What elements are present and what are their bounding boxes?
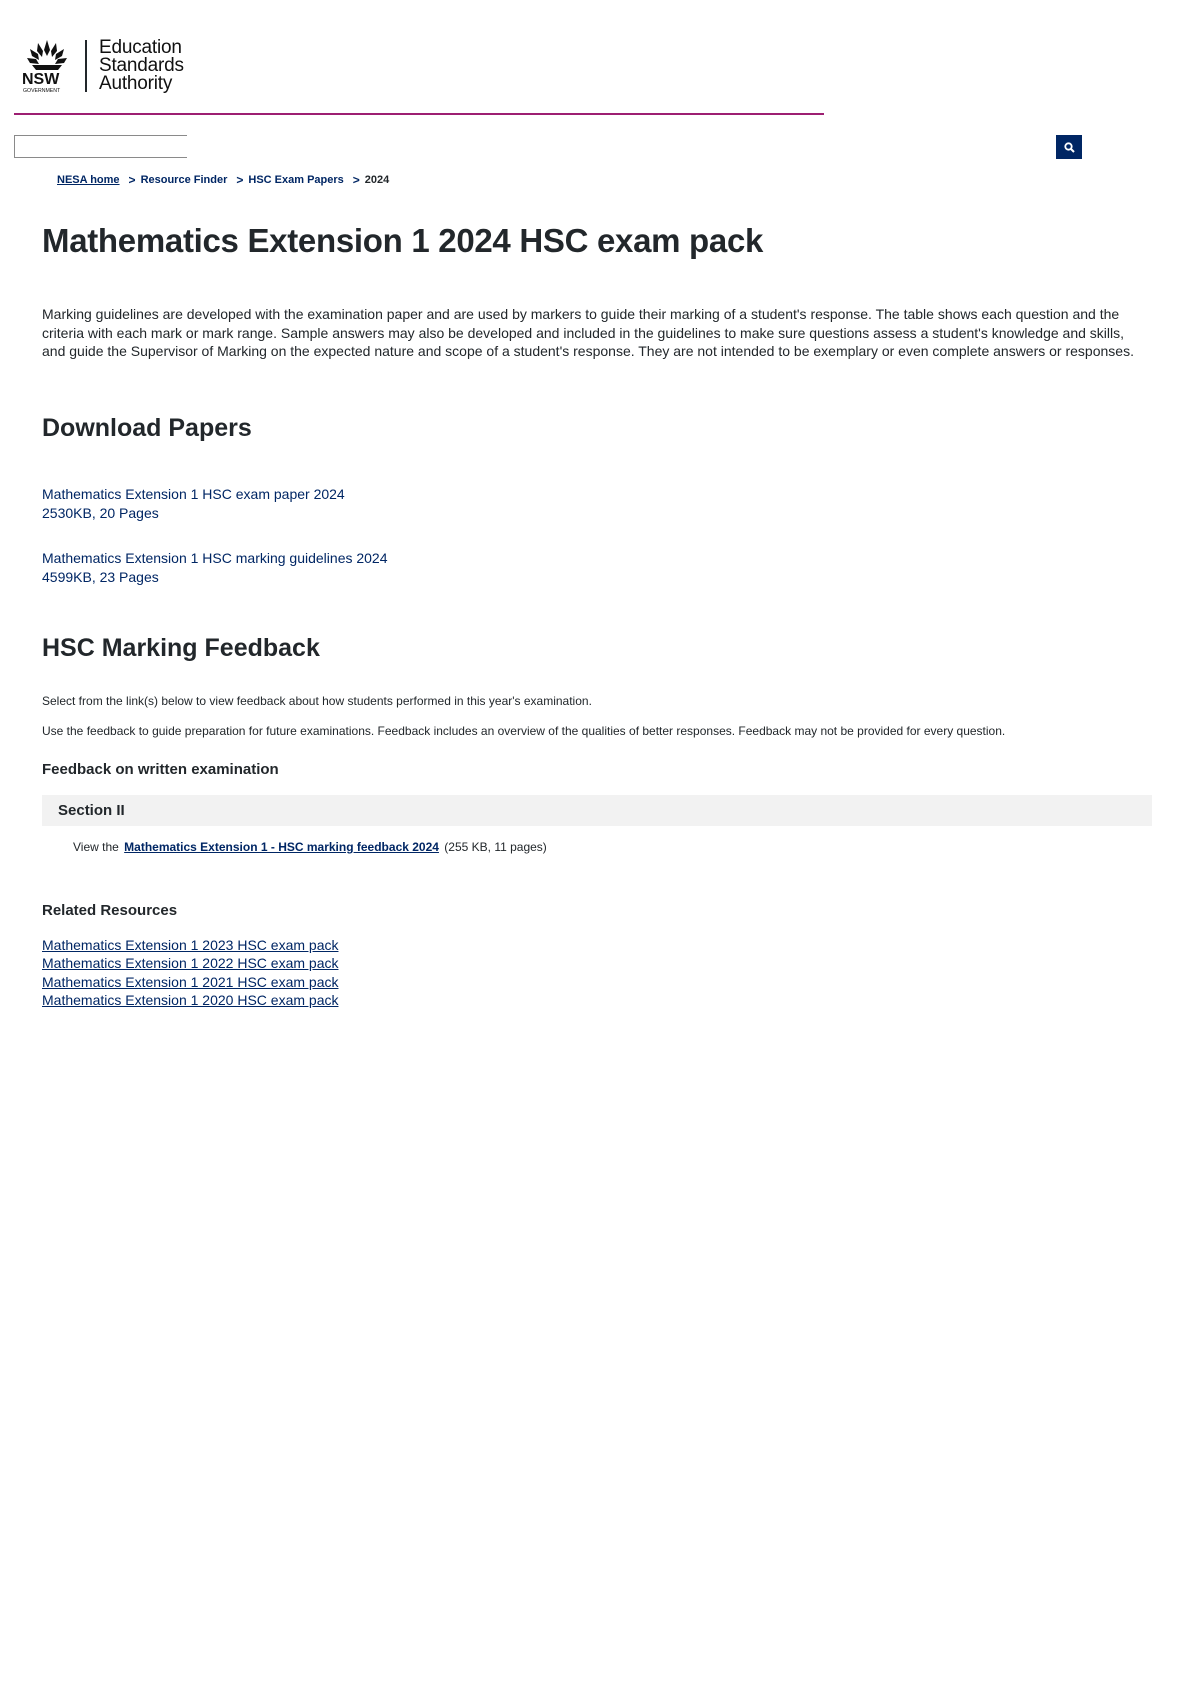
download-item <box>42 485 345 522</box>
breadcrumb-separator: > <box>236 173 244 187</box>
breadcrumb-item-nesa-home[interactable]: NESA home <box>57 174 120 186</box>
related-resources-heading: Related Resources <box>42 902 178 919</box>
section-ii-header[interactable] <box>42 795 1152 826</box>
org-name <box>99 39 184 93</box>
org-name-line: Standards <box>99 55 184 76</box>
feedback-description: Use the feedback to guide preparation for future examinations. Feedback includes an overview of the qualities of better responses. Feedback may not be provided for every question. <box>42 724 1006 738</box>
nsw-government-logo <box>22 38 72 94</box>
nsw-wordmark: NSW <box>22 71 60 88</box>
breadcrumb-item-hsc-exam-papers[interactable]: HSC Exam Papers <box>248 174 344 186</box>
related-resource-link[interactable]: Mathematics Extension 1 2020 HSC exam pack <box>42 991 339 1008</box>
feedback-instruction: Select from the link(s) below to view feedback about how students performed in this year's examination. <box>42 694 592 708</box>
government-wordmark: GOVERNMENT <box>23 88 61 94</box>
marking-feedback-heading: HSC Marking Feedback <box>42 634 320 662</box>
search-button[interactable] <box>1056 135 1082 159</box>
file-meta: (255 KB, 11 pages) <box>444 840 547 854</box>
file-meta: 2530KB, 20 Pages <box>42 504 159 521</box>
breadcrumb <box>57 173 389 187</box>
page-title: Mathematics Extension 1 2024 HSC exam pack <box>42 222 764 259</box>
search-input[interactable] <box>14 135 187 158</box>
breadcrumb-item-resource-finder[interactable]: Resource Finder <box>140 174 228 186</box>
breadcrumb-item-current: 2024 <box>364 174 390 186</box>
intro-paragraph: Marking guidelines are developed with the examination paper and are used by markers to guide their marking of a student's response. The table shows each question and the criteria with each mark or mark range. Sample answers may also be developed and included in the guidelines to make sure questions assess a student's knowledge and skills, and guide the Supervisor of Marking on the expected nature and scope of a student's response. They are not intended to be exemplary or even complete answers or responses. <box>42 306 1134 359</box>
org-name-line: Education <box>99 37 182 58</box>
nesa-logo[interactable] <box>22 38 184 94</box>
waratah-icon <box>22 38 72 94</box>
marking-feedback-link[interactable]: Mathematics Extension 1 - HSC marking feedback 2024 <box>124 840 439 854</box>
exam-paper-link[interactable]: Mathematics Extension 1 HSC exam paper 2024 <box>42 486 345 502</box>
section-label: Section II <box>58 802 125 819</box>
related-resource-link[interactable]: Mathematics Extension 1 2023 HSC exam pack <box>42 937 339 953</box>
search-icon <box>1064 142 1075 153</box>
feedback-link-row <box>73 840 547 854</box>
related-resource-link[interactable]: Mathematics Extension 1 2022 HSC exam pack <box>42 955 339 972</box>
logo-divider <box>85 40 87 92</box>
header-divider <box>14 113 824 115</box>
breadcrumb-separator: > <box>128 173 136 187</box>
breadcrumb-separator: > <box>352 173 360 187</box>
download-papers-heading: Download Papers <box>42 414 252 442</box>
download-item <box>42 549 388 586</box>
related-resource-link[interactable]: Mathematics Extension 1 2021 HSC exam pack <box>42 973 339 990</box>
org-name-line: Authority <box>99 73 173 94</box>
marking-guidelines-link[interactable]: Mathematics Extension 1 HSC marking guidelines 2024 <box>42 550 388 566</box>
file-meta: 4599KB, 23 Pages <box>42 568 159 585</box>
view-prefix: View the <box>73 840 119 854</box>
written-exam-feedback-heading: Feedback on written examination <box>42 761 279 778</box>
related-resources-list <box>42 936 338 1009</box>
